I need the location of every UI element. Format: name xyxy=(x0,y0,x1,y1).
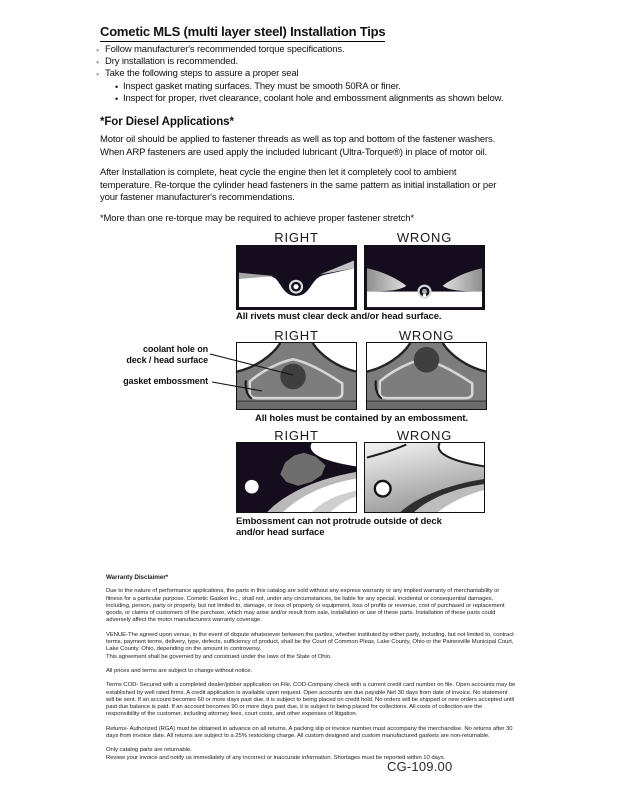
diesel-heading: *For Diesel Applications* xyxy=(100,116,234,128)
right-label: RIGHT xyxy=(274,328,319,343)
page-code: CG-109.00 xyxy=(387,759,453,774)
right-label: RIGHT xyxy=(274,428,319,443)
tips-list xyxy=(96,44,526,105)
coolant-hole-wrong-diagram xyxy=(366,342,487,410)
warranty-disclaimer xyxy=(106,574,516,769)
wrong-label: WRONG xyxy=(396,428,453,443)
embossment-wrong-diagram xyxy=(364,442,485,513)
right-label: RIGHT xyxy=(274,230,319,245)
returns-paragraph: Returns- Authorized (RGA) must be obtained in advance on all returns. A packing slip or invoice number must accompany the merchandise. No returns after 30 days from invoice date. All returns are subject to a 25% restocking charge. All custom designed and custom manufactured gaskets are non-returnable. xyxy=(106,725,513,740)
list-item: • Inspect gasket mating surfaces. They must be smooth 50RA or finer. xyxy=(115,81,526,93)
gasket-embossment-label: gasket embossment xyxy=(123,376,208,386)
coolant-hole-right-diagram xyxy=(236,342,357,410)
list-item: ◦ Follow manufacturer's recommended torque specifications. xyxy=(96,44,526,56)
warranty-paragraph: Due to the nature of performance applications, the parts in this catalog are sold without any express warranty or any implied warranty of merchantability or fitness for a particular purpose. Cometic Gasket Inc., shall not, under any circumstances, be liable for any special, incidental or consequential damages, including, person, party or property, but not limited to, damage, or loss of property or equipment, loss of profits or revenue, cost of purchased or replacement goods, or claims of customers of the purchase, which may arise and/or result from sale, installation or use of these parts. Installation of these parts could adversely affect the motor manufacturers warranty coverage. xyxy=(106,588,505,624)
venue-paragraph: VENUE-The agreed upon venue, in the event of dispute whatsoever between the parties, whether instituted by either party, including, but not limited to, contract terms, payment terms, delivery, type, defects, sufficiency of product, shall be the Court of Common Pleas, Lake County, Ohio or the Painesville Municipal Court, Lake County, Ohio, depending on the amount in controversy. xyxy=(106,631,514,653)
diesel-section xyxy=(100,116,498,233)
rivet-right-diagram xyxy=(236,245,357,310)
row-caption: and/or head surface xyxy=(236,527,325,538)
row-caption: All rivets must clear deck and/or head surface. xyxy=(236,311,442,322)
row-caption: Embossment can not protrude outside of deck xyxy=(236,516,442,527)
diesel-paragraph: Motor oil should be applied to fastener threads as well as top and bottom of the fastener washers. When ARP fasteners are used apply the included lubricant (Ultra-Torque®) in place of motor oil. xyxy=(100,134,496,158)
prices-paragraph: All prices and terms are subject to change without notice. xyxy=(106,667,253,674)
list-item: ◦ Take the following steps to assure a proper seal xyxy=(96,68,526,80)
row-caption: All holes must be contained by an embossment. xyxy=(255,413,468,424)
diesel-paragraph: After Installation is complete, heat cycle the engine then let it completely cool to ambient temperature. Re-torque the cylinder head fasteners in the same pattern as initial installation or per your fastener manufacturer's recommendations. xyxy=(100,167,497,203)
catalog-paragraph: Only catalog parts are returnable. xyxy=(106,747,192,754)
wrong-label: WRONG xyxy=(396,230,453,245)
venue-paragraph: This agreement shall be governed by and construed under the laws of the State of Ohio. xyxy=(106,653,332,660)
rivet-wrong-diagram xyxy=(364,245,485,310)
warranty-heading: Warranty Disclaimer* xyxy=(106,574,169,581)
list-item: • Inspect for proper, rivet clearance, coolant hole and embossment alignments as shown below. xyxy=(115,93,526,105)
terms-paragraph: Terms COD- Secured with a completed dealer/jobber application on File, COD-Company check with a current credit card number on file. Open accounts may be established by well rated firms. A credit application is available upon request. Open accounts are due payable Net 30 days from date of invoice. No statement will be sent. If an account becomes 60 or more days past due, it is subject to being placed on credit hold. No orders will be shipped or new orders accepted until past due balance is paid. If an account becomes 90 or more days past due, it is subject to being placed for collections. All costs of collection are the responsibility of the customer, including attorney fees, court costs, and other expenses of litigation. xyxy=(106,682,516,718)
review-paragraph: Review your invoice and notify us immediately of any incorrect or inaccurate information. Shortages must be reported within 10 days. xyxy=(106,754,446,761)
wrong-label: WRONG xyxy=(398,328,455,343)
list-item: ◦ Dry installation is recommended. xyxy=(96,56,526,68)
embossment-right-diagram xyxy=(236,442,357,513)
retorque-note: *More than one re-torque may be required to achieve proper fastener stretch* xyxy=(100,212,414,224)
coolant-hole-label: coolant hole on deck / head surface xyxy=(126,344,208,365)
page-title: Cometic MLS (multi layer steel) Installation Tips xyxy=(100,24,385,42)
